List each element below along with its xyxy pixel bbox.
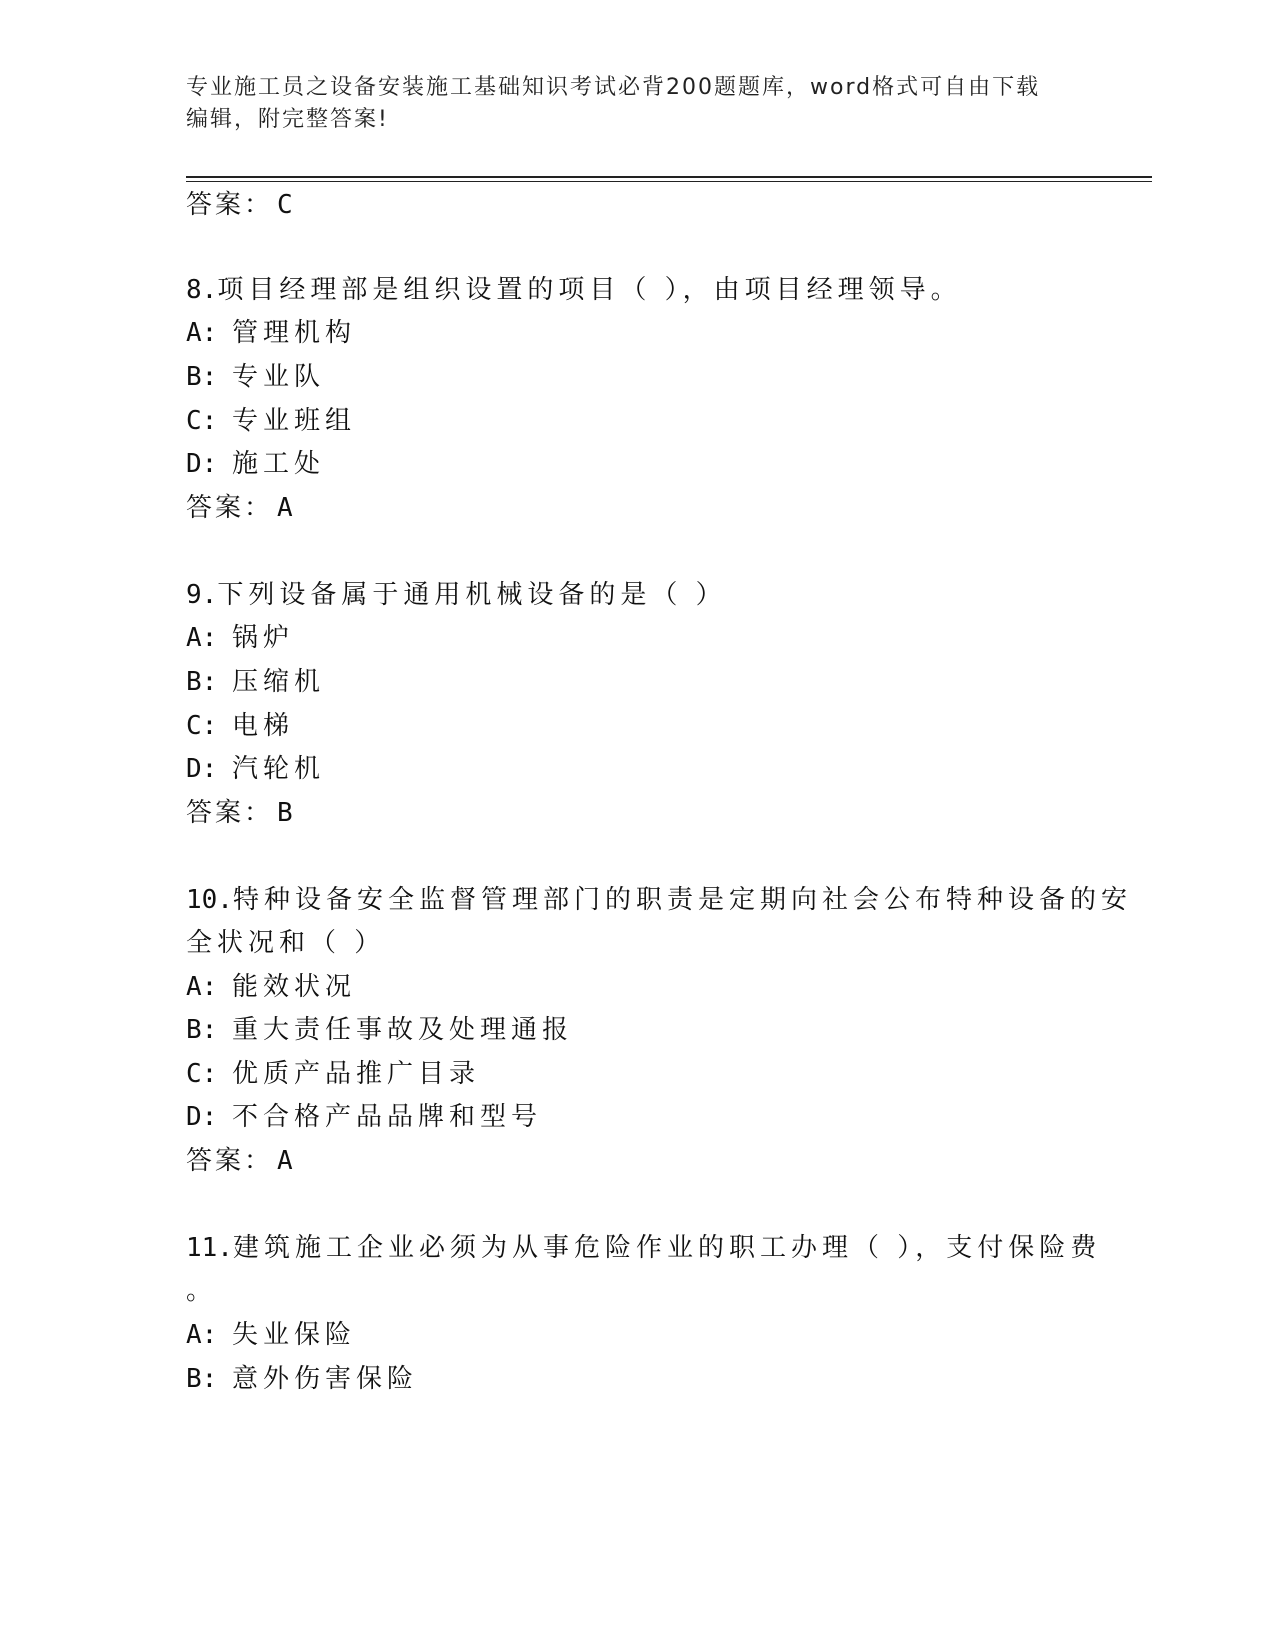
question-number: 8. — [186, 275, 218, 305]
option-text: 专业班组 — [232, 406, 357, 436]
option-key: B: — [186, 1364, 218, 1394]
question-8 — [186, 273, 962, 307]
option-b — [186, 665, 325, 699]
question-number: 10. — [186, 885, 233, 915]
document-header — [186, 72, 1086, 136]
answer-line-8 — [186, 491, 295, 525]
question-text-continued: 。 — [186, 1276, 218, 1306]
option-b — [186, 360, 325, 394]
option-key: A: — [186, 1320, 218, 1350]
answer-label: 答案： — [186, 190, 274, 220]
question-number: 11. — [186, 1233, 233, 1263]
option-text: 失业保险 — [232, 1320, 357, 1350]
option-key: D: — [186, 1102, 218, 1132]
question-text: 下列设备属于通用机械设备的是（ ） — [217, 580, 727, 610]
question-text: 项目经理部是组织设置的项目（ ），由项目经理领导。 — [217, 275, 962, 305]
option-text: 管理机构 — [232, 318, 357, 348]
option-text: 电梯 — [232, 711, 295, 741]
option-c — [186, 1057, 480, 1091]
option-a — [186, 316, 356, 350]
option-a — [186, 970, 356, 1004]
option-text: 压缩机 — [232, 667, 326, 697]
option-b — [186, 1013, 573, 1047]
question-number: 9. — [186, 580, 218, 610]
answer-value: B — [277, 798, 295, 828]
option-text: 能效状况 — [232, 972, 357, 1002]
question-text: 建筑施工企业必须为从事危险作业的职工办理（ ），支付保险费 — [232, 1233, 1102, 1263]
answer-label: 答案： — [186, 798, 274, 828]
option-key: B: — [186, 667, 218, 697]
option-d — [186, 752, 325, 786]
option-key: B: — [186, 1015, 218, 1045]
header-title-line-2: 编辑，附完整答案! — [186, 107, 389, 132]
option-key: C: — [186, 406, 218, 436]
option-a — [186, 1318, 356, 1352]
option-text: 施工处 — [232, 449, 326, 479]
option-d — [186, 447, 325, 481]
answer-label: 答案： — [186, 1146, 274, 1176]
option-key: B: — [186, 362, 218, 392]
option-text: 意外伤害保险 — [232, 1364, 419, 1394]
option-key: A: — [186, 623, 218, 653]
answer-label: 答案： — [186, 493, 274, 523]
question-10-continued — [186, 926, 385, 960]
answer-value: C — [277, 190, 295, 220]
option-text: 不合格产品品牌和型号 — [232, 1102, 543, 1132]
question-text: 特种设备安全监督管理部门的职责是定期向社会公布特种设备的安 — [232, 885, 1132, 915]
answer-line-10 — [186, 1144, 295, 1178]
question-11-continued — [186, 1274, 217, 1308]
option-text: 重大责任事故及处理通报 — [232, 1015, 574, 1045]
option-key: D: — [186, 449, 218, 479]
answer-value: A — [277, 493, 295, 523]
question-10 — [186, 883, 1132, 917]
option-text: 汽轮机 — [232, 754, 326, 784]
option-text: 优质产品推广目录 — [232, 1059, 481, 1089]
question-9 — [186, 578, 727, 612]
option-d — [186, 1100, 542, 1134]
option-a — [186, 621, 294, 655]
option-c — [186, 404, 356, 438]
option-b — [186, 1362, 418, 1396]
option-key: C: — [186, 1059, 218, 1089]
header-divider-thin — [186, 181, 1152, 182]
option-key: D: — [186, 754, 218, 784]
option-c — [186, 709, 294, 743]
question-11 — [186, 1231, 1101, 1265]
header-divider — [186, 176, 1152, 178]
header-title-line-1: 专业施工员之设备安装施工基础知识考试必背200题题库，word格式可自由下载 — [186, 75, 1041, 100]
option-key: C: — [186, 711, 218, 741]
option-key: A: — [186, 318, 218, 348]
answer-line-9 — [186, 796, 295, 830]
answer-value: A — [277, 1146, 295, 1176]
option-text: 锅炉 — [232, 623, 295, 653]
answer-line-prev — [186, 188, 295, 222]
option-key: A: — [186, 972, 218, 1002]
question-text-continued: 全状况和（ ） — [186, 928, 386, 958]
option-text: 专业队 — [232, 362, 326, 392]
